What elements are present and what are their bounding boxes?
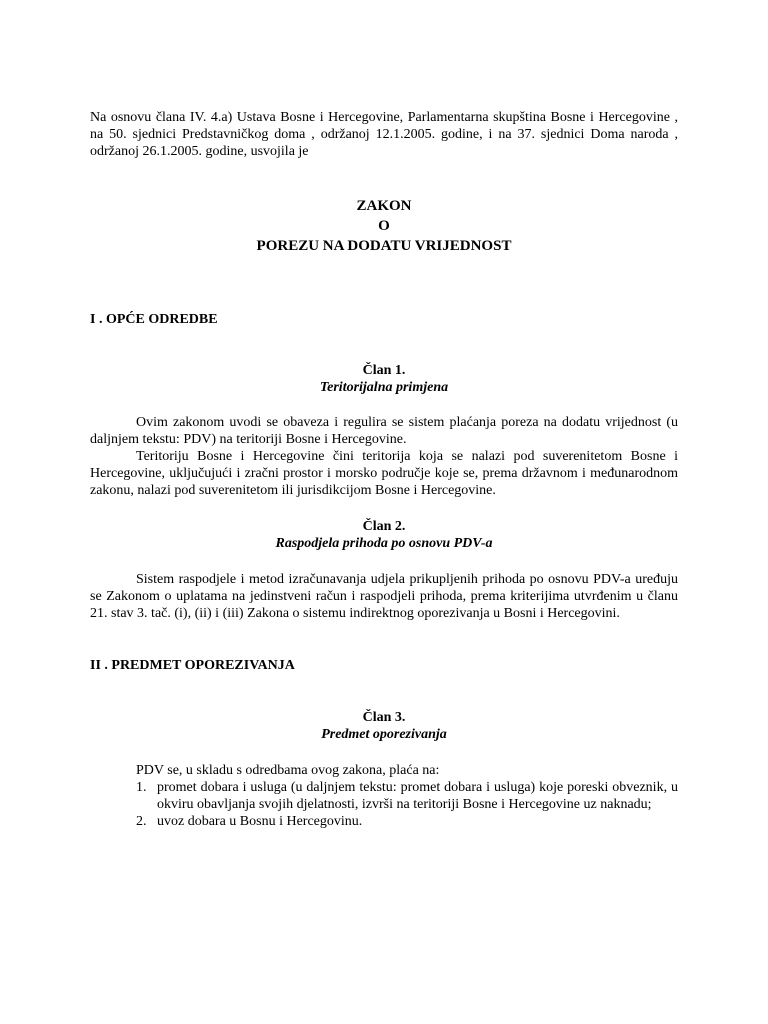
list-item-number: 1. — [136, 780, 147, 795]
list-item-text: uvoz dobara u Bosnu i Hercegovinu. — [157, 814, 363, 829]
article-heading: Teritorijalna primjena — [319, 380, 449, 395]
section-heading-2: II . PREDMET OPOREZIVANJA — [90, 658, 295, 673]
article-item-list — [90, 779, 678, 830]
article-heading: Raspodjela prihoda po osnovu PDV-a — [275, 536, 493, 551]
article-number: Član 3. — [362, 710, 406, 725]
article-3-body — [90, 762, 678, 830]
list-item-text: promet dobara i usluga (u daljnjem tekstu: promet dobara i usluga) koje poreski obveznik, u okviru obavljanja svojih djelatnosti, izvrši na teritoriji Bosne i Hercegovine uz naknadu; — [157, 780, 678, 812]
intro-paragraph: Na osnovu člana IV. 4.a) Ustava Bosne i Hercegovine, Parlamentarna skupština Bosne i Hercegovine , na 50. sjednici Predstavničkog doma , održanoj 12.1.2005. godine, i na 37. sjednici Doma naroda , održanoj 26.1.2005. godine, usvojila je — [90, 110, 678, 159]
list-item — [90, 813, 678, 830]
list-item — [90, 779, 678, 813]
section-heading-1: I . OPĆE ODREDBE — [90, 312, 218, 327]
article-heading: Predmet oporezivanja — [321, 727, 447, 742]
article-1-body — [90, 414, 678, 499]
article-2 — [90, 518, 678, 552]
article-number: Član 2. — [362, 519, 406, 534]
list-item-number: 2. — [136, 814, 147, 829]
law-title — [90, 196, 678, 256]
article-2-body — [90, 571, 678, 622]
article-lead: PDV se, u skladu s odredbama ovog zakona, plaća na: — [136, 763, 440, 778]
law-title-line-2: O — [378, 218, 390, 234]
law-title-line-1: ZAKON — [356, 198, 412, 214]
article-paragraph: Ovim zakonom uvodi se obaveza i regulira se sistem plaćanja poreza na dodatu vrijednost (u daljnjem tekstu: PDV) na teritoriji Bosne i Hercegovine. — [90, 415, 678, 447]
article-number: Član 1. — [362, 363, 406, 378]
article-paragraph: Sistem raspodjele i metod izračunavanja udjela prikupljenih prihoda po osnovu PDV-a uređuju se Zakonom o uplatama na jedinstveni račun i raspodjeli prihoda, prema kriterijima utvrđenim u članu 21. stav 3. tač. (i), (ii) i (iii) Zakona o sistemu indirektnog oporezivanja u Bosni i Hercegovini. — [90, 572, 678, 621]
law-title-line-3: POREZU NA DODATU VRIJEDNOST — [256, 238, 512, 254]
article-paragraph: Teritoriju Bosne i Hercegovine čini teritorija koja se nalazi pod suverenitetom Bosne i Hercegovine, uključujući i zračni prostor i morsko područje koje se, prema državnom i međunarodnom zakonu, nalazi pod suverenitetom ili jurisdikcijom Bosne i Hercegovine. — [90, 449, 678, 498]
article-3 — [90, 709, 678, 743]
article-1 — [90, 362, 678, 396]
